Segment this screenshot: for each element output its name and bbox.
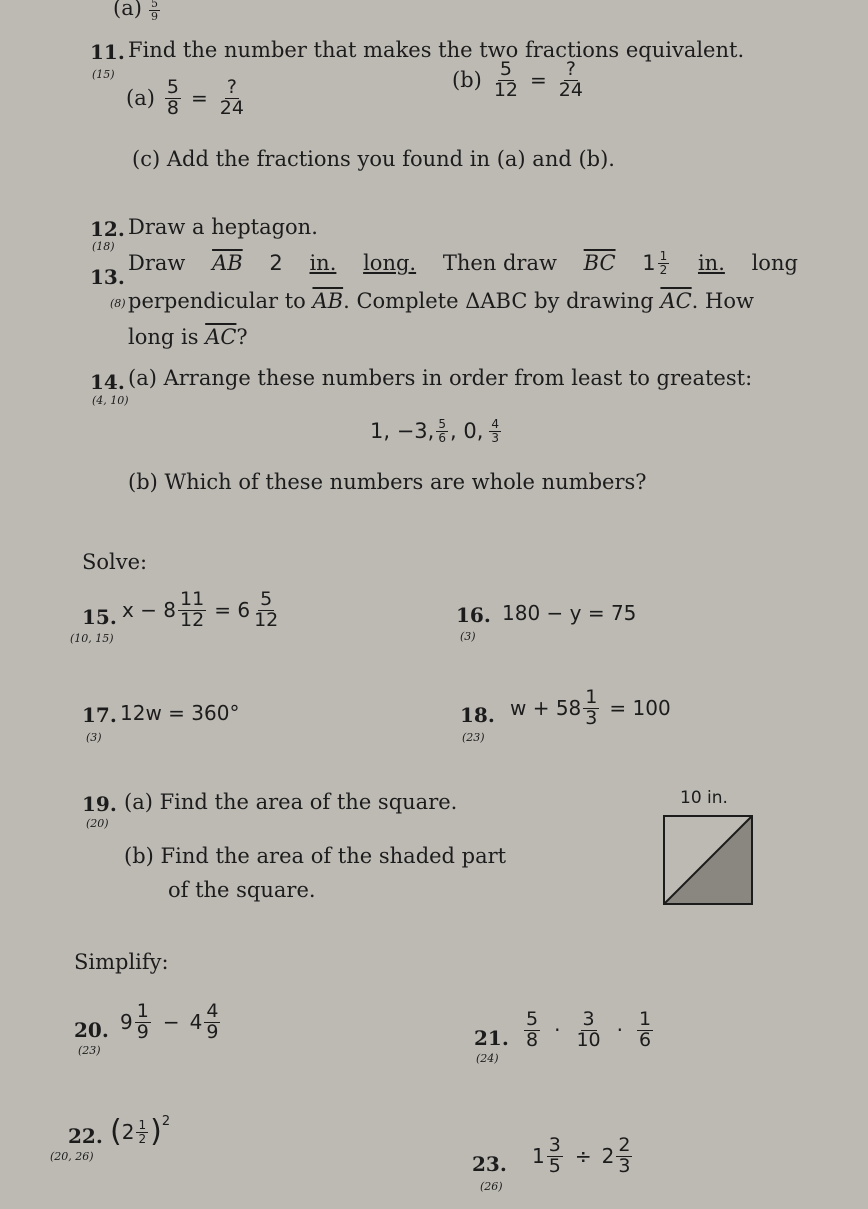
problem-17-number: 17.: [82, 703, 117, 727]
problem-11-number: 11.: [90, 40, 125, 64]
problem-16-equation: 180 − y = 75: [502, 601, 637, 625]
problem-11-ref: (15): [92, 68, 115, 81]
problem-13-ref: (8): [110, 297, 126, 310]
problem-19b-line2: of the square.: [168, 878, 316, 902]
problem-19a: (a) Find the area of the square.: [124, 790, 458, 814]
problem-18-number: 18.: [460, 703, 495, 727]
problem-20-expression: 9 $\frac{1}{9}$ − 4 $\frac{4}{9}$: [120, 1000, 219, 1043]
problem-12-text: Draw a heptagon.: [128, 215, 318, 239]
square-dimension-label: 10 in.: [680, 788, 728, 808]
problem-14-ref: (4, 10): [92, 394, 129, 407]
problem-15-number: 15.: [82, 605, 117, 629]
problem-19-number: 19.: [82, 792, 117, 816]
problem-14b: (b) Which of these numbers are whole numbers?: [128, 470, 647, 494]
problem-19b-line1: (b) Find the area of the shaded part: [124, 844, 507, 868]
problem-12-ref: (18): [92, 240, 115, 253]
problem-20-number: 20.: [74, 1018, 109, 1042]
problem-17-ref: (3): [86, 731, 102, 744]
problem-15-ref: (10, 15): [70, 632, 114, 645]
problem-13-line2: perpendicular to $\overline{AB}$. Complete ΔABC by drawing $\overline{AC}$. How: [128, 289, 754, 313]
top-label: (a): [113, 0, 142, 20]
problem-22-expression: ( 2 $\frac{1}{2}$ ) 2: [110, 1114, 171, 1149]
problem-21-expression: $\frac{5}{8}$ · $\frac{3}{10}$ · $\frac{1}{6}$: [526, 1008, 652, 1051]
problem-23-expression: 1 $\frac{3}{5}$ ÷ 2 $\frac{2}{3}$: [532, 1134, 631, 1177]
problem-18-equation: w + 58 $\frac{1}{3}$ = 100: [510, 686, 671, 729]
problem-23-number: 23.: [472, 1152, 507, 1176]
problem-13-number: 13.: [90, 265, 125, 289]
simplify-heading: Simplify:: [74, 950, 169, 974]
problem-16-ref: (3): [460, 630, 476, 643]
top-partial: (a) $\frac{5}{9}$: [113, 0, 162, 23]
problem-22-ref: (20, 26): [50, 1150, 94, 1163]
problem-11a: (a) $\frac{5}{8}$ = $\frac{?}{24}$: [126, 76, 244, 119]
solve-heading: Solve:: [82, 550, 148, 574]
problem-20-ref: (23): [78, 1044, 101, 1057]
problem-11-text: Find the number that makes the two fractions equivalent.: [128, 38, 745, 62]
problem-22-number: 22.: [68, 1124, 103, 1148]
problem-23-ref: (26): [480, 1180, 503, 1193]
problem-19-ref: (20): [86, 817, 109, 830]
problem-18-ref: (23): [462, 731, 485, 744]
problem-14-number: 14.: [90, 370, 125, 394]
problem-13-line3: long is $\overline{AC}$?: [128, 325, 248, 349]
problem-21-number: 21.: [474, 1026, 509, 1050]
problem-16-number: 16.: [456, 603, 491, 627]
problem-17-equation: 12w = 360°: [120, 701, 240, 725]
problem-11b: (b) $\frac{5}{12}$ = $\frac{?}{24}$: [452, 58, 583, 101]
problem-11c: (c) Add the fractions you found in (a) and (b).: [132, 147, 615, 171]
square-figure: [660, 812, 760, 912]
problem-14-number-list: 1, −3, $\frac{5}{6}$ , 0, $\frac{4}{3}$: [370, 417, 500, 445]
problem-12-number: 12.: [90, 217, 125, 241]
problem-21-ref: (24): [476, 1052, 499, 1065]
problem-11a-label: (a): [126, 86, 155, 111]
problem-15-equation: x − 8 $\frac{11}{12}$ = 6 $\frac{5}{12}$: [122, 588, 279, 631]
problem-13-line1: Draw $\overline{AB}$ 2 in. long. Then draw $\overline{BC}$ 1 $\frac{1}{2}$ in. long: [128, 249, 798, 277]
problem-11b-label: (b): [452, 68, 482, 93]
problem-14a: (a) Arrange these numbers in order from least to greatest:: [128, 366, 753, 390]
